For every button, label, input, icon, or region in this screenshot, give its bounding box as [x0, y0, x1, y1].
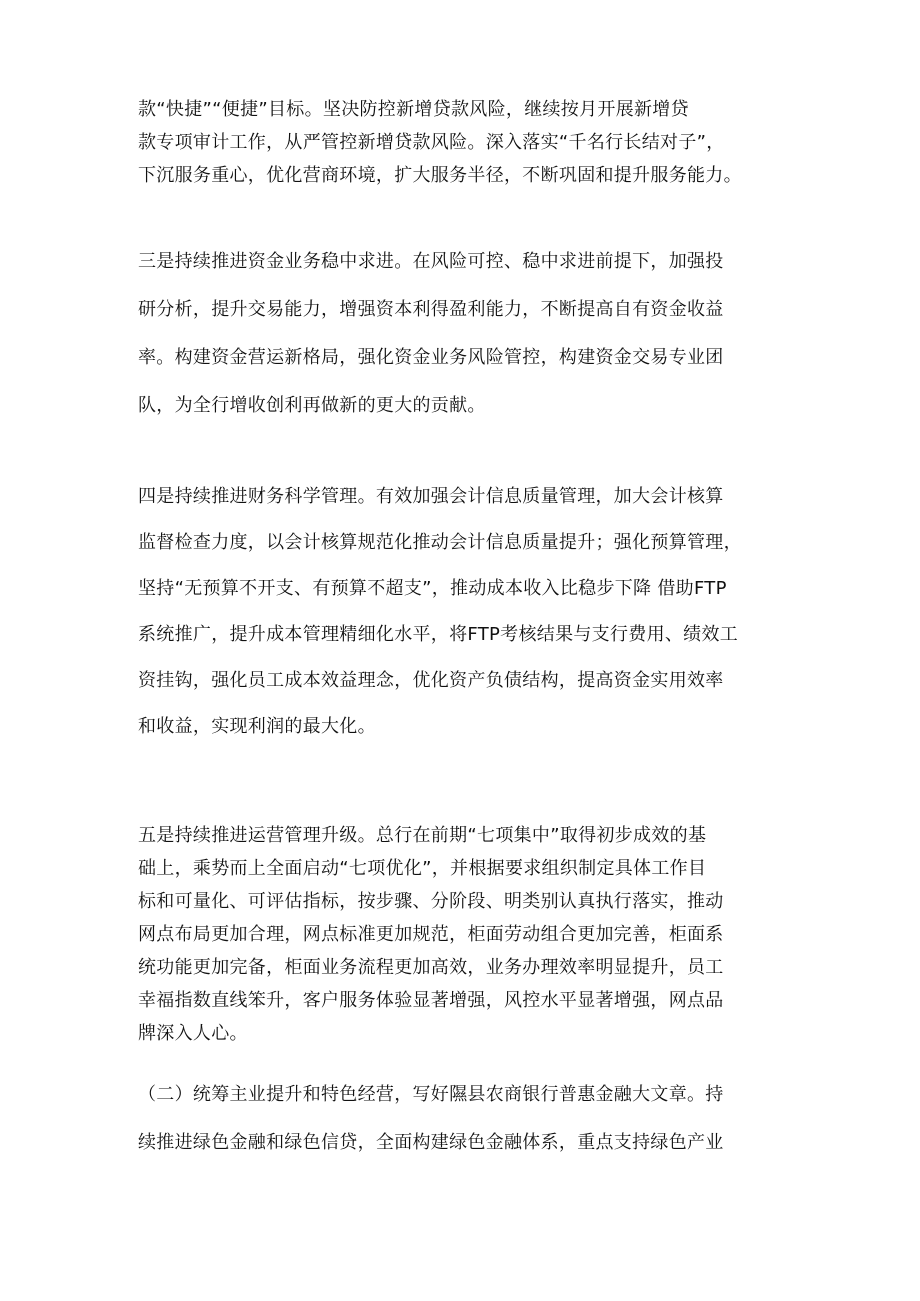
paragraph-line: 监督检查力度，以会计核算规范化推动会计信息质量提升；强化预算管理，: [138, 532, 742, 553]
paragraph-line: 下沉服务重心，优化营商环境，扩大服务半径，不断巩固和提升服务能力。: [138, 165, 742, 186]
paragraph-line: 续推进绿色金融和绿色信贷，全面构建绿色金融体系，重点支持绿色产业: [138, 1132, 724, 1153]
paragraph-line: 率。构建资金营运新格局，强化资金业务风险管控，构建资金交易专业团: [138, 347, 724, 368]
paragraph-financial-management: [138, 474, 798, 750]
paragraph-line: 五是持续推进运营管理升级。总行在前期“七项集中”取得初步成效的基: [138, 825, 707, 846]
paragraph-line: 队，为全行增收创利再做新的更大的贡献。: [138, 395, 486, 416]
paragraph-line: 研分析，提升交易能力，增强资本利得盈利能力，不断提高自有资金收益: [138, 299, 724, 320]
paragraph-funds-business: [138, 238, 798, 430]
paragraph-line: 统功能更加完备，柜面业务流程更加高效，业务办理效率明显提升，员工: [138, 957, 724, 978]
paragraph-inclusive-finance: [138, 1071, 798, 1167]
paragraph-line: 幸福指数直线笨升，客户服务体验显著增强，风控水平显著增强，网点品: [138, 990, 724, 1011]
paragraph-line: 础上，乘势而上全面启动“七项优化”，并根据要求组织制定具体工作目: [138, 858, 707, 879]
paragraph-operations-upgrade: [138, 819, 798, 1050]
paragraph-line: 三是持续推进资金业务稳中求进。在风险可控、稳中求进前提下，加强投: [138, 251, 724, 272]
paragraph-line: 四是持续推进财务科学管理。有效加强会计信息质量管理，加大会计核算: [138, 486, 724, 507]
paragraph-line: （二）统筹主业提升和特色经营，写好隰县农商银行普惠金融大文章。持: [138, 1084, 724, 1105]
paragraph-line: 和收益，实现利润的最大化。: [138, 716, 376, 737]
paragraph-line: 资挂钩，强化员工成本效益理念，优化资产负债结构，提高资金实用效率: [138, 670, 724, 691]
paragraph-line: 网点布局更加合理，网点标准更加规范，柜面劳动组合更加完善，柜面系: [138, 924, 724, 945]
paragraph-line: 坚持“无预算不开支、有预算不超支”，推动成本收入比稳步下降 借助FTP: [138, 578, 727, 599]
paragraph-line: 款专项审计工作，从严管控新增贷款风险。深入落实“千名行长结对子”，: [138, 132, 725, 153]
paragraph-line: 系统推广，提升成本管理精细化水平，将FTP考核结果与支行费用、绩效工: [138, 624, 739, 645]
paragraph-line: 款“快捷”“便捷”目标。坚决防控新增贷款风险，继续按月开展新增贷: [138, 99, 689, 120]
paragraph-line: 牌深入人心。: [138, 1023, 248, 1044]
paragraph-line: 标和可量化、可评估指标，按步骤、分阶段、明类别认真执行落实，推动: [138, 891, 724, 912]
paragraph-service-goals: [138, 93, 798, 192]
